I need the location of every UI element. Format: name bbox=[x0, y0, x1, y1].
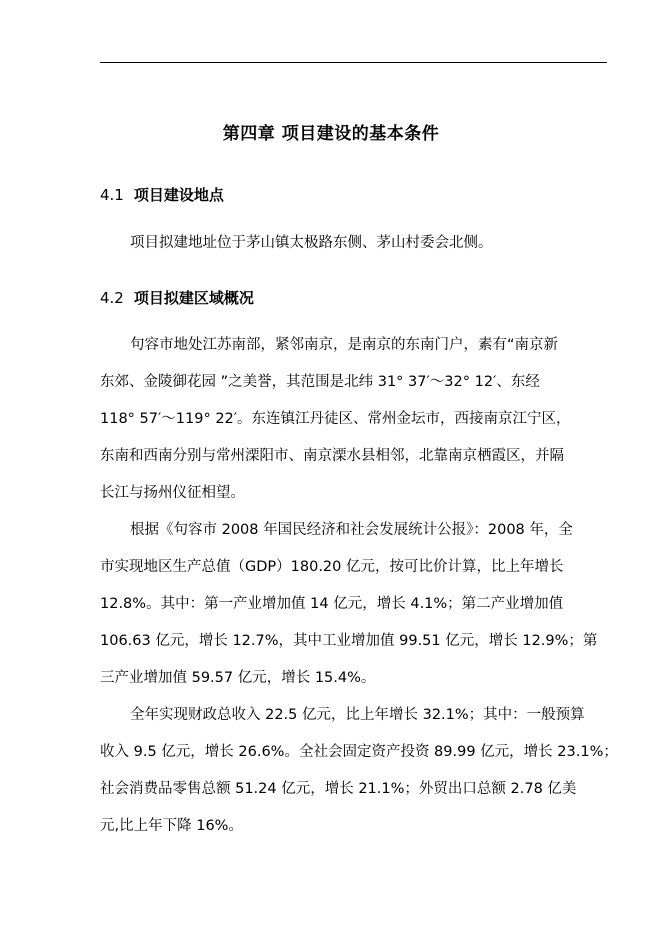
chapter-title: 第四章 项目建设的基本条件 bbox=[222, 124, 440, 144]
paragraph-gdp bbox=[100, 512, 600, 697]
section-number: 4.1 bbox=[100, 186, 124, 204]
section-title: 项目建设地点 bbox=[133, 186, 224, 204]
section-4-1-paragraph bbox=[100, 225, 600, 262]
header-rule bbox=[100, 62, 607, 63]
paragraph-line: 118° 57′～119° 22′。东连镇江丹徒区、常州金坛市，西接南京江宁区， bbox=[100, 411, 571, 427]
paragraph-line: 东南和西南分别与常州溧阳市、南京溧水县相邻，北靠南京栖霞区，并隔 bbox=[100, 448, 564, 464]
paragraph-finance bbox=[100, 697, 618, 845]
paragraph-line: 元,比上年下降 16%。 bbox=[100, 818, 243, 834]
paragraph-line: 句容市地处江苏南部，紧邻南京，是南京的东南门户，素有“南京新 bbox=[130, 337, 559, 353]
paragraph-line: 社会消费品零售总额 51.24 亿元，增长 21.1%；外贸出口总额 2.78 亿美 bbox=[100, 781, 577, 797]
paragraph-line: 12.8%。其中：第一产业增加值 14 亿元，增长 4.1%；第二产业增加值 bbox=[100, 596, 564, 612]
paragraph-line: 106.63 亿元，增长 12.7%，其中工业增加值 99.51 亿元，增长 12.9%；第 bbox=[100, 633, 598, 649]
section-heading-4-2 bbox=[100, 287, 254, 308]
paragraph-line: 项目拟建地址位于茅山镇太极路东侧、茅山村委会北侧。 bbox=[130, 235, 493, 251]
section-heading-4-1 bbox=[100, 184, 224, 205]
paragraph-line: 市实现地区生产总值（GDP）180.20 亿元，按可比价计算，比上年增长 bbox=[100, 559, 564, 575]
section-title: 项目拟建区域概况 bbox=[133, 289, 254, 307]
paragraph-line: 根据《句容市 2008 年国民经济和社会发展统计公报》：2008 年，全 bbox=[130, 522, 573, 538]
paragraph-line: 东郊、金陵御花园 ”之美誉，其范围是北纬 31° 37′～32° 12′、东经 bbox=[100, 374, 540, 390]
paragraph-line: 三产业增加值 59.57 亿元，增长 15.4%。 bbox=[100, 670, 376, 686]
paragraph-line: 收入 9.5 亿元，增长 26.6%。全社会固定资产投资 89.99 亿元，增长 23.1%； bbox=[100, 744, 618, 760]
paragraph-location bbox=[100, 327, 600, 512]
section-number: 4.2 bbox=[100, 289, 124, 307]
paragraph-line: 长江与扬州仪征相望。 bbox=[100, 485, 245, 501]
paragraph-line: 全年实现财政总收入 22.5 亿元，比上年增长 32.1%；其中：一般预算 bbox=[130, 707, 585, 723]
